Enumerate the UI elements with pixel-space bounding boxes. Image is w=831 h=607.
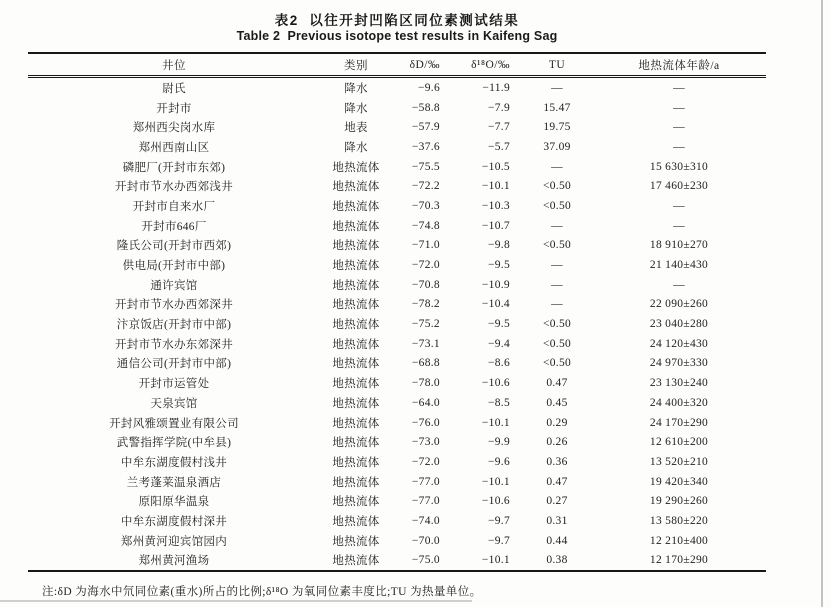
table-row: [28, 393, 766, 413]
table-row: [28, 491, 766, 511]
cell-well: 磷肥厂(开封市东郊): [122, 161, 226, 174]
header-row: [28, 53, 766, 77]
table-row: [28, 472, 766, 492]
col-header-age: 地热流体年龄/a: [592, 53, 766, 77]
table-row: [28, 551, 766, 572]
cell-well: 隆氏公司(开封市西郊): [116, 240, 232, 253]
cell-category: 地热流体: [332, 535, 380, 548]
cell-delta-d: −72.0: [411, 259, 440, 272]
cell-well: 开封市: [156, 102, 192, 115]
cell-well: 原阳原华温泉: [138, 496, 210, 509]
cell-delta-18o: −7.9: [487, 101, 510, 114]
col-header-category: 类别: [320, 53, 392, 77]
table-row: [28, 98, 766, 118]
cell-tu: 0.29: [546, 416, 568, 429]
cell-category: 地热流体: [332, 319, 380, 332]
cell-delta-18o: −10.3: [481, 199, 510, 212]
table-row: [28, 77, 766, 98]
table-row: [28, 413, 766, 433]
cell-category: 降水: [344, 82, 368, 95]
table-row: [28, 176, 766, 196]
cell-delta-18o: −7.7: [487, 121, 510, 134]
cell-age: 19 290±260: [649, 495, 709, 508]
cell-tu: 0.44: [546, 534, 568, 547]
cell-delta-18o: −9.7: [487, 534, 510, 547]
cell-delta-d: −75.0: [411, 554, 440, 567]
cell-delta-18o: −9.7: [487, 514, 510, 527]
cell-delta-18o: −8.5: [487, 396, 510, 409]
cell-category: 地热流体: [332, 279, 380, 292]
cell-age: 24 120±430: [649, 337, 709, 350]
cell-age: 19 420±340: [649, 475, 709, 488]
cell-delta-d: −78.2: [411, 298, 440, 311]
cell-delta-d: −9.6: [417, 81, 440, 94]
cell-tu: 0.27: [546, 495, 568, 508]
cell-well: 开封市646厂: [141, 220, 207, 233]
cell-well: 郑州西南山区: [138, 141, 210, 154]
cell-well: 开封市运管处: [138, 378, 210, 391]
cell-delta-d: −64.0: [411, 396, 440, 409]
cell-age: 17 460±230: [649, 180, 709, 193]
cell-tu: —: [551, 278, 563, 291]
cell-delta-18o: −9.5: [487, 318, 510, 331]
cell-category: 地热流体: [332, 496, 380, 509]
cell-delta-18o: −9.5: [487, 259, 510, 272]
cell-category: 降水: [344, 102, 368, 115]
cell-tu: —: [551, 219, 563, 232]
cell-category: 地热流体: [332, 437, 380, 450]
cell-delta-18o: −8.6: [487, 357, 510, 370]
col-header-well: 井位: [28, 53, 320, 77]
cell-well: 供电局(开封市中部): [122, 260, 226, 273]
table-row: [28, 531, 766, 551]
cell-tu: 0.47: [546, 475, 568, 488]
cell-well: 中牟东湖度假村深井: [120, 515, 228, 528]
cell-well: 开封市节水办西郊浅井: [115, 181, 233, 194]
cell-age: 12 170±290: [649, 554, 709, 567]
cell-delta-18o: −9.8: [487, 239, 510, 252]
cell-delta-d: −57.9: [411, 121, 440, 134]
cell-well: 开封市自来水厂: [132, 200, 216, 213]
cell-tu: —: [551, 81, 563, 94]
cell-tu: <0.50: [542, 239, 572, 252]
cell-delta-18o: −10.9: [481, 278, 510, 291]
col-header-delta-d: δD/‰: [392, 53, 454, 77]
cell-tu: —: [551, 298, 563, 311]
cell-well: 郑州黄河迎宾馆园内: [120, 535, 228, 548]
scan-edge-right: [821, 0, 823, 607]
cell-delta-18o: −10.1: [481, 475, 510, 488]
cell-well: 武警指挥学院(中牟县): [116, 437, 232, 450]
cell-delta-18o: −11.9: [482, 81, 510, 94]
cell-category: 地热流体: [332, 397, 380, 410]
cell-delta-d: −78.0: [411, 377, 440, 390]
cell-age: —: [673, 121, 685, 134]
table-row: [28, 196, 766, 216]
cell-delta-d: −58.8: [411, 101, 440, 114]
cell-tu: —: [551, 259, 563, 272]
cell-category: 地热流体: [332, 161, 380, 174]
cell-delta-d: −75.5: [411, 160, 440, 173]
cell-category: 地热流体: [332, 358, 380, 371]
cell-age: 21 140±430: [649, 259, 709, 272]
table-row: [28, 452, 766, 472]
cell-delta-d: −77.0: [411, 495, 440, 508]
cell-delta-d: −37.6: [411, 140, 440, 153]
cell-delta-d: −70.3: [411, 199, 440, 212]
cell-well: 通信公司(开封市中部): [116, 358, 232, 371]
cell-delta-18o: −10.7: [481, 219, 510, 232]
cell-age: 13 520±210: [649, 455, 709, 468]
cell-category: 地表: [344, 122, 368, 135]
cell-delta-d: −72.0: [411, 455, 440, 468]
cell-delta-18o: −9.4: [487, 337, 510, 350]
cell-age: 15 630±310: [649, 160, 709, 173]
cell-delta-18o: −10.1: [481, 554, 510, 567]
cell-category: 地热流体: [332, 378, 380, 391]
table-caption-en: Table 2 Previous isotope test results in Kaifeng Sag: [236, 29, 558, 43]
table-row: [28, 511, 766, 531]
cell-delta-18o: −9.9: [487, 436, 510, 449]
cell-delta-d: −75.2: [411, 318, 440, 331]
cell-well: 天泉宾馆: [150, 397, 198, 410]
cell-category: 降水: [344, 141, 368, 154]
cell-category: 地热流体: [332, 456, 380, 469]
cell-delta-d: −68.8: [411, 357, 440, 370]
cell-well: 汴京饭店(开封市中部): [116, 319, 232, 332]
table-row: [28, 432, 766, 452]
cell-delta-18o: −10.5: [481, 160, 510, 173]
cell-category: 地热流体: [332, 260, 380, 273]
cell-well: 郑州西尖岗水库: [132, 122, 216, 135]
cell-category: 地热流体: [332, 476, 380, 489]
cell-tu: 0.38: [546, 554, 568, 567]
cell-age: 23 040±280: [649, 318, 709, 331]
cell-tu: <0.50: [542, 357, 572, 370]
cell-tu: 0.26: [546, 436, 568, 449]
table-row: [28, 373, 766, 393]
cell-age: 24 170±290: [649, 416, 709, 429]
table-row: [28, 216, 766, 236]
cell-age: 12 610±200: [649, 436, 709, 449]
table-row: [28, 157, 766, 177]
cell-tu: 0.36: [546, 455, 568, 468]
cell-delta-d: −70.8: [411, 278, 440, 291]
table-row: [28, 354, 766, 374]
cell-delta-d: −71.0: [411, 239, 440, 252]
cell-age: 24 970±330: [649, 357, 709, 370]
cell-well: 通许宾馆: [150, 279, 198, 292]
cell-delta-d: −74.8: [411, 219, 440, 232]
cell-category: 地热流体: [332, 299, 380, 312]
table-row: [28, 137, 766, 157]
cell-category: 地热流体: [332, 555, 380, 568]
cell-well: 尉氏: [162, 82, 186, 95]
cell-age: 13 580±220: [649, 514, 709, 527]
col-header-delta-18o: δ¹⁸O/‰: [454, 53, 522, 77]
cell-tu: 0.45: [546, 396, 568, 409]
cell-tu: 0.31: [546, 514, 568, 527]
cell-tu: 37.09: [543, 140, 571, 153]
cell-tu: <0.50: [542, 318, 572, 331]
cell-age: 12 210±400: [649, 534, 709, 547]
cell-delta-18o: −10.4: [481, 298, 510, 311]
cell-category: 地热流体: [332, 417, 380, 430]
cell-delta-d: −74.0: [411, 514, 440, 527]
cell-tu: 15.47: [543, 101, 571, 114]
cell-delta-18o: −5.7: [487, 140, 510, 153]
cell-age: —: [673, 140, 685, 153]
cell-tu: 19.75: [543, 121, 571, 134]
cell-delta-d: −76.0: [411, 416, 440, 429]
cell-delta-18o: −9.6: [487, 455, 510, 468]
cell-age: —: [673, 219, 685, 232]
cell-age: 22 090±260: [649, 298, 709, 311]
cell-well: 开封风雅颂置业有限公司: [109, 417, 239, 430]
table-row: [28, 295, 766, 315]
cell-age: 23 130±240: [649, 377, 709, 390]
isotope-results-table: [28, 52, 766, 572]
col-header-tu: TU: [522, 53, 592, 77]
cell-age: —: [673, 101, 685, 114]
cell-well: 开封市节水办西郊深井: [115, 299, 233, 312]
table-row: [28, 255, 766, 275]
cell-delta-d: −73.0: [411, 436, 440, 449]
cell-category: 地热流体: [332, 200, 380, 213]
cell-tu: 0.47: [546, 377, 568, 390]
cell-age: 18 910±270: [649, 239, 709, 252]
cell-delta-d: −73.1: [411, 337, 440, 350]
cell-delta-18o: −10.6: [481, 377, 510, 390]
cell-well: 中牟东湖度假村浅井: [120, 456, 228, 469]
cell-well: 兰考蓬莱温泉酒店: [126, 476, 222, 489]
cell-category: 地热流体: [332, 220, 380, 233]
cell-well: 开封市节水办东郊深井: [115, 338, 233, 351]
cell-age: —: [673, 81, 685, 94]
table-row: [28, 314, 766, 334]
cell-delta-18o: −10.1: [481, 416, 510, 429]
cell-delta-18o: −10.1: [481, 180, 510, 193]
table-caption-zh: 表2 以往开封凹陷区同位素测试结果: [274, 13, 520, 28]
cell-tu: <0.50: [542, 337, 572, 350]
cell-delta-d: −70.0: [411, 534, 440, 547]
cell-delta-d: −77.0: [411, 475, 440, 488]
scan-edge-bottom: [0, 600, 472, 602]
cell-delta-18o: −10.6: [481, 495, 510, 508]
table-row: [28, 117, 766, 137]
cell-age: —: [673, 278, 685, 291]
cell-category: 地热流体: [332, 181, 380, 194]
cell-category: 地热流体: [332, 338, 380, 351]
cell-tu: <0.50: [542, 180, 572, 193]
table-row: [28, 236, 766, 256]
cell-age: —: [673, 199, 685, 212]
table-row: [28, 275, 766, 295]
table-footnote: 注:δD 为海水中氘同位素(重水)所占的比例;δ¹⁸O 为氧同位素丰度比;TU 为热量单位。: [42, 586, 482, 598]
table-row: [28, 334, 766, 354]
cell-category: 地热流体: [332, 515, 380, 528]
cell-well: 郑州黄河渔场: [138, 555, 210, 568]
cell-age: 24 400±320: [649, 396, 709, 409]
cell-tu: <0.50: [542, 199, 572, 212]
cell-tu: —: [551, 160, 563, 173]
cell-category: 地热流体: [332, 240, 380, 253]
cell-delta-d: −72.2: [411, 180, 440, 193]
